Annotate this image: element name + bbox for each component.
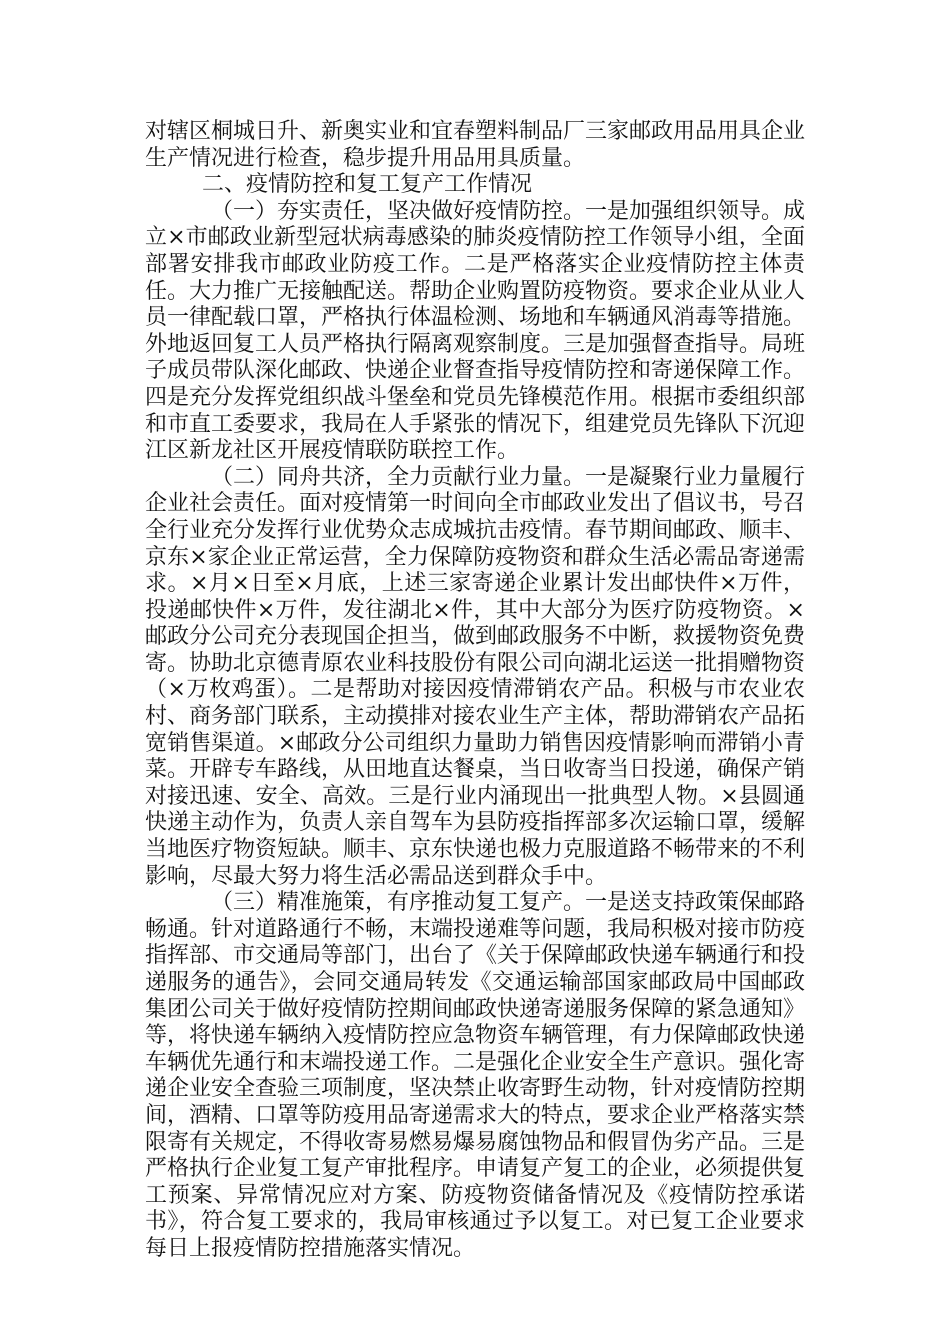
paragraph-section-3: （三）精准施策，有序推动复工复产。一是送支持政策保邮路畅通。针对道路通行不畅，末端投递难等问题，我局积极对接市防疫指挥部、市交通局等部门，出台了《关于保障邮政快递车辆通行和投递服务的通告》，会同交通局转发《交通运输部国家邮政局中国邮政集团公司关于做好疫情防控期间邮政快递寄递服务保障的紧急通知》等，将快递车辆纳入疫情防控应急物资车辆管理，有力保障邮政快递车辆优先通行和末端投递工作。二是强化企业安全生产意识。强化寄递企业安全查验三项制度，坚决禁止收寄野生动物，针对疫情防控期间，酒精、口罩等防疫用品寄递需求大的特点，要求企业严格落实禁限寄有关规定，不得收寄易燃易爆易腐蚀物品和假冒伪劣产品。三是严格执行企业复工复产审批程序。申请复产复工的企业，必须提供复工预案、异常情况应对方案、防疫物资储备情况及《疫情防控承诺书》，符合复工要求的，我局审核通过予以复工。对已复工企业要求每日上报疫情防控措施落实情况。: [145, 890, 806, 1261]
document-body: [145, 119, 805, 1263]
paragraph-continuation: 对辖区桐城日升、新奥实业和宜春塑料制品厂三家邮政用品用具企业生产情况进行检查，稳步提升用品用具质量。: [145, 119, 806, 171]
section-heading: 二、疫情防控和复工复产工作情况: [202, 172, 533, 198]
paragraph-section-1: （一）夯实责任，坚决做好疫情防控。一是加强组织领导。成立×市邮政业新型冠状病毒感染的肺炎疫情防控工作领导小组，全面部署安排我市邮政业防疫工作。二是严格落实企业疫情防控主体责任。大力推广无接触配送。帮助企业购置防疫物资。要求企业从业人员一律配载口罩，严格执行体温检测、场地和车辆通风消毒等措施。外地返回复工人员严格执行隔离观察制度。三是加强督查指导。局班子成员带队深化邮政、快递企业督查指导疫情防控和寄递保障工作。四是充分发挥党组织战斗堡垒和党员先锋模范作用。根据市委组织部和市直工委要求，我局在人手紧张的情况下，组建党员先锋队下沉迎江区新龙社区开展疫情联防联控工作。: [145, 198, 806, 464]
paragraph-section-2: （二）同舟共济，全力贡献行业力量。一是凝聚行业力量履行企业社会责任。面对疫情第一时间向全市邮政业发出了倡议书，号召全行业充分发挥行业优势众志成城抗击疫情。春节期间邮政、顺丰、京东×家企业正常运营，全力保障防疫物资和群众生活必需品寄递需求。×月×日至×月底，上述三家寄递企业累计发出邮快件×万件，投递邮快件×万件，发往湖北×件，其中大部分为医疗防疫物资。×邮政分公司充分表现国企担当，做到邮政服务不中断，救援物资免费寄。协助北京德青原农业科技股份有限公司向湖北运送一批捐赠物资（×万枚鸡蛋）。二是帮助对接因疫情滞销农产品。积极与市农业农村、商务部门联系，主动摸排对接农业生产主体，帮助滞销农产品拓宽销售渠道。×邮政分公司组织力量助力销售因疫情影响而滞销小青菜。开辟专车路线，从田地直达餐桌，当日收寄当日投递，确保产销对接迅速、安全、高效。三是行业内涌现出一批典型人物。×县圆通快递主动作为，负责人亲自驾车为县防疫指挥部多次运输口罩，缓解当地医疗物资短缺。顺丰、京东快递也极力克服道路不畅带来的不利影响，尽最大努力将生活必需品送到群众手中。: [145, 464, 806, 889]
